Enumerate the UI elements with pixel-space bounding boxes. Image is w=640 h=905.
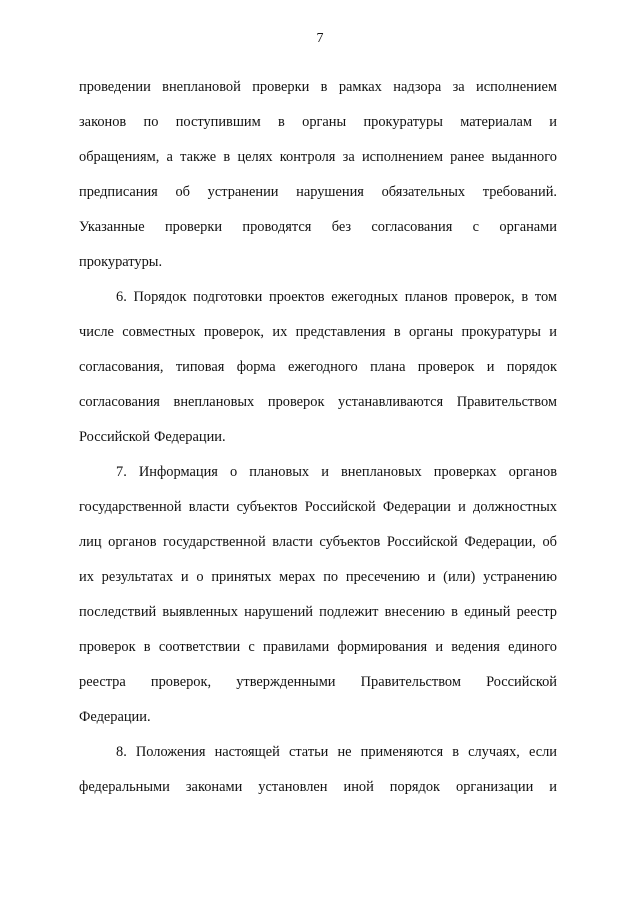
paragraph-7 — [79, 455, 557, 735]
paragraph-6 — [79, 280, 557, 455]
text-line: числе совместных проверок, их представления в органы прокуратуры и — [79, 324, 557, 340]
text-line: Указанные проверки проводятся без согласования с органами — [79, 219, 557, 235]
text-line: Федерации. — [79, 709, 151, 725]
text-line: согласования, типовая форма ежегодного плана проверок и порядок — [79, 359, 557, 375]
text-line: предписания об устранении нарушения обязательных требований. — [79, 184, 557, 200]
text-line: проведении внеплановой проверки в рамках надзора за исполнением — [79, 79, 557, 95]
text-line: 7. Информация о плановых и внеплановых проверках органов — [116, 464, 557, 480]
text-line: 6. Порядок подготовки проектов ежегодных планов проверок, в том — [116, 289, 557, 305]
paragraph-continuation — [79, 70, 557, 280]
text-line: согласования внеплановых проверок устанавливаются Правительством — [79, 394, 557, 410]
text-line: реестра проверок, утвержденными Правительством Российской — [79, 674, 557, 690]
document-body — [79, 70, 557, 805]
text-line: лиц органов государственной власти субъектов Российской Федерации, об — [79, 534, 557, 550]
paragraph-8 — [79, 735, 557, 805]
text-line: государственной власти субъектов Российской Федерации и должностных — [79, 499, 557, 515]
text-line: обращениям, а также в целях контроля за исполнением ранее выданного — [79, 149, 557, 165]
text-line: прокуратуры. — [79, 254, 163, 270]
text-line: проверок в соответствии с правилами формирования и ведения единого — [79, 639, 557, 655]
text-line: 8. Положения настоящей статьи не применяются в случаях, если — [116, 744, 557, 760]
page-number: 7 — [316, 31, 324, 46]
text-line: Российской Федерации. — [79, 429, 226, 445]
text-line: федеральными законами установлен иной порядок организации и — [79, 779, 557, 795]
text-line: законов по поступившим в органы прокуратуры материалам и — [79, 114, 557, 130]
text-line: их результатах и о принятых мерах по пресечению и (или) устранению — [79, 569, 557, 585]
text-line: последствий выявленных нарушений подлежит внесению в единый реестр — [79, 604, 557, 620]
